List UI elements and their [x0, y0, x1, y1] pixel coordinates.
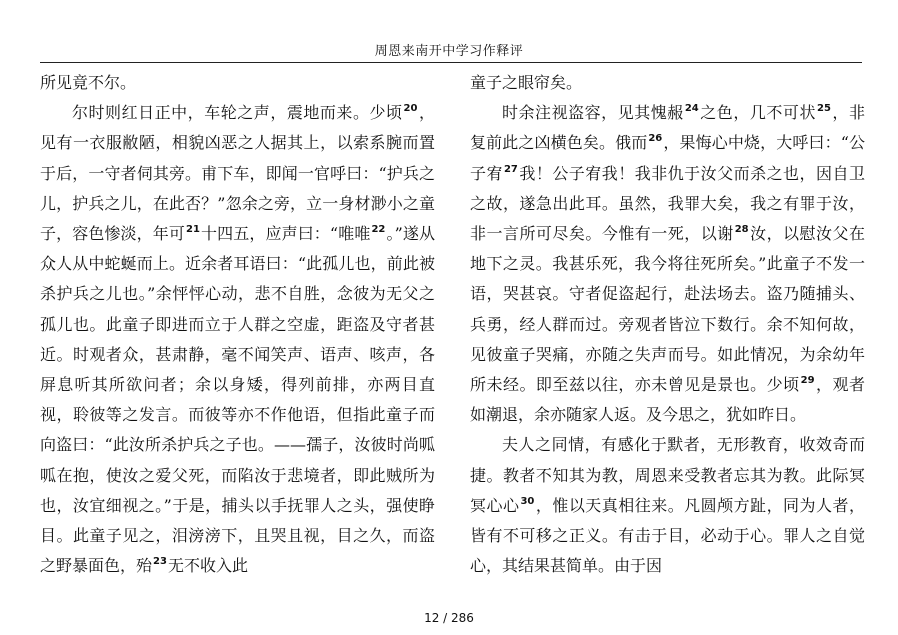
paragraph [470, 98, 865, 430]
footnote-marker: 25 [816, 103, 831, 115]
paragraph-text: 十四五，应声曰：“唯唯 [200, 224, 371, 244]
footnote-marker: 26 [648, 133, 663, 145]
paragraph-text: ，惟以天真相往来。凡圆颅方趾，同为人者，皆有不可移之正义。有击于目，必动于心。罪人之自觉心，其结果甚简单。由于因 [470, 495, 865, 576]
page-header-title: 周恩来南开中学习作释评 [374, 44, 524, 59]
footnote-marker: 23 [153, 556, 167, 568]
footnote-marker: 27 [503, 163, 518, 175]
paragraph-text: 。”遂从众人从中蛇蜒而上。近余者耳语曰：“此孤儿也，前此被杀护兵之儿也。”余怦怦心动，悲不自胜，念彼为无父之孤儿也。此童子即进而立于人群之空虚，距盗及守者甚近。时观者众，甚肃静，毫不闻笑声、语声、咳声，各屏息听其所欲问者；余以身矮，得列前排，亦两目直视，聆彼等之发言。而彼等亦不作他语，但指此童子而向盗曰：“此汝所杀护兵之子也。——孺子，汝彼时尚呱呱在抱，使汝之爱父死，而陷汝于悲境者，即此贼所为也，汝宜细视之。”于是，捕头以手抚罪人之头，强使睁目。此童子见之，泪滂滂下，且哭且视，目之久，而盗之野暴面色，殆 [40, 224, 435, 576]
paragraph-text: 我！公子宥我！我非仇于汝父而杀之也，因自卫之故，遂急出此耳。虽然，我罪大矣，我之有罪于汝，非一言所可尽矣。今惟有一死，以谢 [470, 163, 865, 244]
paragraph-text: 时余注视盗容，见其愧赧 [502, 103, 684, 123]
left-text-column [40, 68, 435, 581]
footnote-marker: 22 [371, 224, 386, 236]
page-indicator: 12 / 286 [424, 611, 474, 625]
paragraph-text: 尔时则红日正中，车轮之声，震地而来。少顷 [72, 103, 403, 123]
paragraph [470, 430, 865, 581]
footnote-marker: 28 [734, 224, 749, 236]
paragraph-text: 之色，几不可状 [699, 103, 816, 123]
paragraph [470, 68, 865, 98]
paragraph-text: 汝，以慰汝父在地下之灵。我甚乐死，我今将往死所矣。”此童子不发一语，哭甚哀。守者促盗起行，赴法场去。盗乃随捕头、兵勇，经人群而过。旁观者皆泣下数行。余不知何故，见彼童子哭痛，亦随之失声而号。如此情况，为余幼年所未经。即至兹以往，亦未曾见是景也。少顷 [470, 224, 865, 395]
paragraph-text: 无不收入此 [167, 556, 248, 576]
paragraph-text: ，观者如潮退，余亦随家人返。及今思之，犹如昨日。 [470, 375, 865, 425]
paragraph-text: 童子之眼帘矣。 [470, 73, 583, 92]
header-rule [40, 62, 862, 63]
footnote-marker: 20 [403, 103, 418, 115]
right-text-column [470, 68, 865, 581]
paragraph [40, 98, 435, 581]
paragraph-text: ，果悔心中烧，大呼曰：“公子宥 [470, 133, 865, 183]
paragraph-text: ，非复前此之凶横色矣。俄而 [470, 103, 865, 153]
paragraph [40, 68, 435, 98]
paragraph-text: 所见竟不尔。 [40, 73, 137, 92]
footnote-marker: 29 [800, 375, 815, 387]
paragraph-text: 夫人之同情，有感化于默者，无形教育，收效奇而捷。教者不知其为教，周恩来受教者忘其为教。此际冥冥心心 [470, 435, 865, 515]
paragraph-text: ，见有一衣服敝陋，相貌凶恶之人据其上，以索系腕而置于后，一守者伺其旁。甫下车，即闻一官呼曰：“护兵之儿，护兵之儿，在此否？”忽余之旁，立一身材渺小之童子，容色惨淡，年可 [40, 103, 435, 244]
footnote-marker: 24 [684, 103, 699, 115]
footnote-marker: 21 [186, 224, 200, 236]
footnote-marker: 30 [520, 495, 535, 507]
